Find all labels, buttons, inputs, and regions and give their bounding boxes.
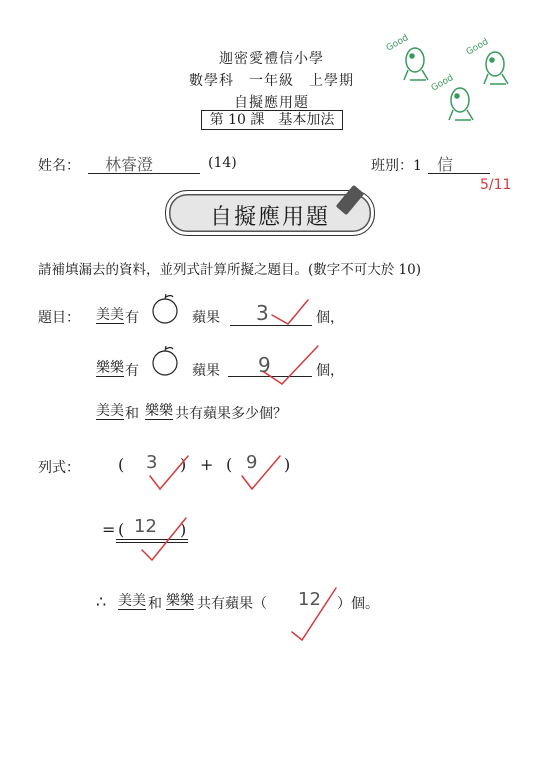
eq-close-2: ) [284, 455, 291, 474]
question-has-1: 有 [125, 310, 139, 326]
question-name-2: 樂樂 [96, 360, 124, 376]
question-name-3a: 美美 [96, 403, 124, 419]
conclusion-close: ）個。 [337, 596, 379, 612]
student-number: (14) [208, 155, 237, 171]
school-name: 迦密愛禮信小學 [219, 51, 324, 67]
banner-title: 自擬應用題 [209, 205, 330, 230]
question-and: 和 [125, 406, 139, 422]
svg-text:Good: Good [464, 37, 491, 58]
eq-equals: = [102, 520, 116, 539]
answer-1: 3 [256, 301, 269, 325]
topic-heading: 自擬應用題 [234, 95, 309, 111]
question-has-2: 有 [125, 363, 139, 379]
class-value: 信 [437, 155, 454, 174]
eq-a: 3 [146, 452, 158, 473]
conclusion-answer: 12 [298, 589, 321, 610]
subject-line: 數學科 一年級 上學期 [189, 73, 354, 89]
answer-2: 9 [258, 353, 271, 377]
conclusion-and: 和 [148, 596, 162, 612]
therefore-symbol: ∴ [96, 592, 107, 611]
score: 5/11 [480, 177, 512, 193]
svg-text:Good: Good [384, 33, 411, 54]
name-label: 姓名： [38, 158, 80, 174]
question-name-3b: 樂樂 [145, 403, 173, 419]
eq-open-2: ( [226, 455, 233, 474]
question-unit-2: 個， [316, 363, 344, 379]
eq-close-3: ) [180, 520, 187, 539]
equation-label: 列式： [38, 460, 80, 476]
question-name-1: 美美 [96, 307, 124, 323]
eq-plus: + [200, 455, 214, 474]
eq-open-1: ( [118, 455, 125, 474]
eq-open-3: ( [118, 520, 125, 539]
instruction: 請補填漏去的資料，並列式計算所擬之題目。(數字不可大於 10) [38, 262, 422, 278]
question-label: 題目： [38, 310, 80, 326]
lesson-title: 第 10 課 基本加法 [209, 112, 335, 128]
conclusion-name-2: 樂樂 [166, 593, 194, 609]
eq-result: 12 [134, 516, 157, 537]
name-value: 林睿澄 [105, 155, 154, 174]
eq-close-1: ) [180, 455, 187, 474]
question-rest: 共有蘋果多少個？ [175, 406, 287, 422]
question-item-1: 蘋果 [192, 310, 220, 326]
conclusion-rest: 共有蘋果（ [197, 596, 267, 612]
class-label: 班別：1 [371, 158, 422, 174]
conclusion-name-1: 美美 [118, 593, 146, 609]
eq-b: 9 [246, 452, 258, 473]
svg-text:Good: Good [429, 73, 456, 94]
question-item-2: 蘋果 [192, 363, 220, 379]
question-unit-1: 個， [316, 310, 344, 326]
